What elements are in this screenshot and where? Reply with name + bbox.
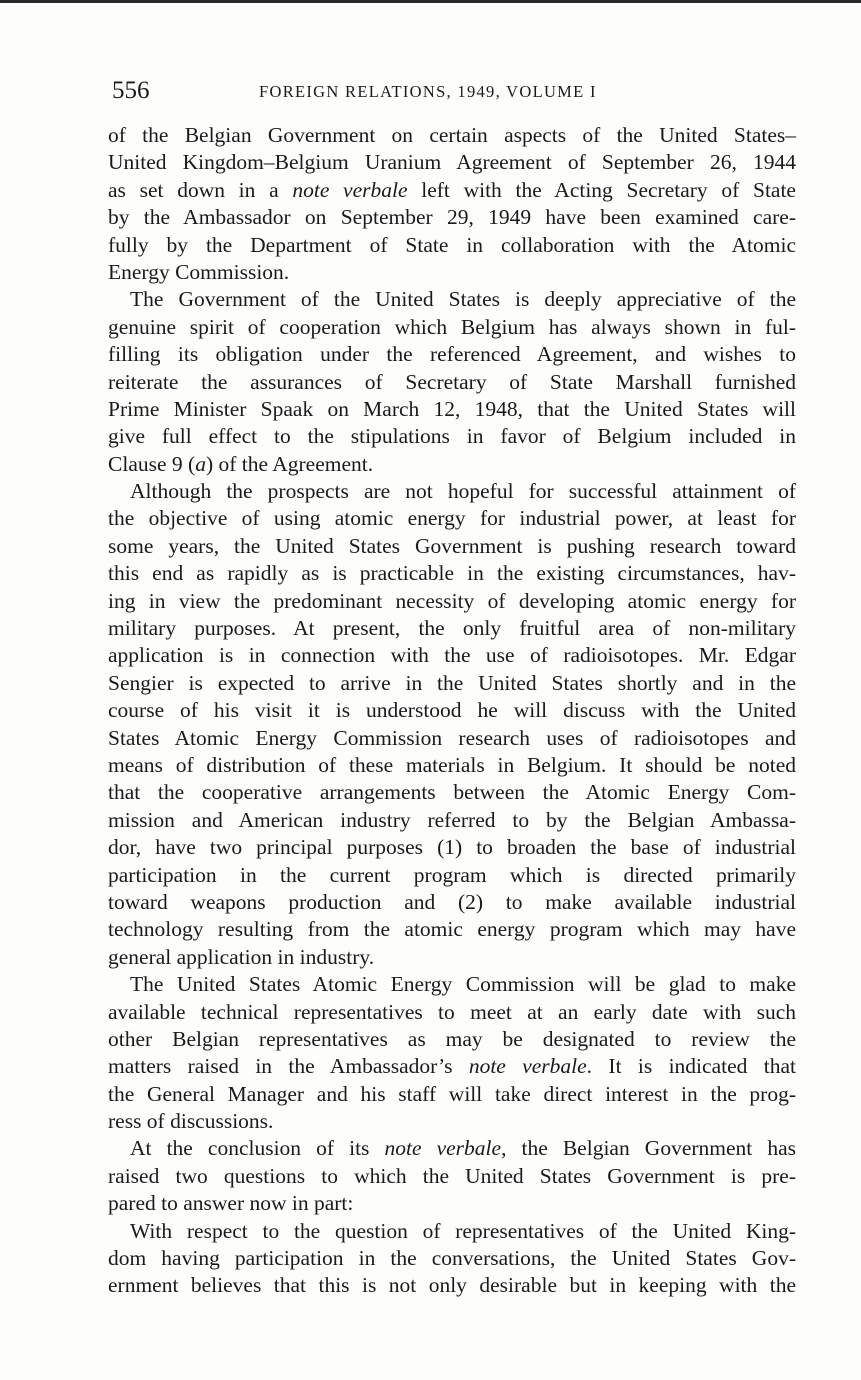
text-line: of the Belgian Government on certain aspects of the United States– (108, 123, 796, 147)
text-line: genuine spirit of cooperation which Belgium has always shown in ful- (108, 314, 796, 339)
text-line (108, 451, 796, 478)
text-run: ) of the Agreement. (205, 451, 374, 476)
text-line (108, 1053, 796, 1080)
text-line: by the Ambassador on September 29, 1949 have been examined care- (108, 205, 796, 230)
paragraph (108, 1218, 796, 1300)
text-line: application is in connection with the use of radioisotopes. Mr. Edgar (108, 643, 796, 668)
text-run: as set down in a (108, 177, 293, 202)
text-line: Although the prospects are not hopeful for successful attainment of (130, 479, 796, 504)
text-line: the General Manager and his staff will take direct interest in the prog- (108, 1081, 796, 1106)
text-line: dom having participation in the conversations, the United States Gov- (108, 1246, 796, 1271)
text-line: raised two questions to which the United States Government is pre- (108, 1163, 796, 1188)
text-line: available technical representatives to meet at an early date with such (108, 999, 796, 1024)
text-line: ing in view the predominant necessity of developing atomic energy for (108, 588, 796, 613)
text-line: fully by the Department of State in collaboration with the Atomic (108, 232, 796, 257)
text-run: left with the Acting Secretary of State (407, 177, 796, 202)
text-line: United Kingdom–Belgium Uranium Agreement of September 26, 1944 (108, 150, 796, 175)
text-line: other Belgian representatives as may be designated to review the (108, 1026, 796, 1051)
text-line: Prime Minister Spaak on March 12, 1948, that the United States will (108, 396, 796, 421)
paragraph (108, 286, 796, 478)
text-line: ernment believes that this is not only desirable but in keeping with the (108, 1273, 796, 1298)
text-line: means of distribution of these materials in Belgium. It should be noted (108, 752, 796, 777)
paragraph (108, 478, 796, 971)
page-number: 556 (112, 77, 150, 104)
text-run: , the Belgian Government has (501, 1136, 796, 1161)
text-run: matters raised in the Ambassador’s (108, 1054, 469, 1079)
text-line: military purposes. At present, the only fruitful area of non-military (108, 616, 796, 641)
text-line: course of his visit it is understood he will discuss with the United (108, 698, 796, 723)
text-line: The Government of the United States is deeply appreciative of the (130, 287, 796, 312)
text-line: technology resulting from the atomic energy program which may have (108, 917, 796, 942)
italic-phrase: note verbale (468, 1054, 587, 1079)
italic-phrase: note verbale (384, 1136, 502, 1161)
text-line: participation in the current program which is directed primarily (108, 862, 796, 887)
text-line: reiterate the assurances of Secretary of State Marshall furnished (108, 369, 796, 394)
running-head: FOREIGN RELATIONS, 1949, VOLUME I (259, 82, 597, 101)
text-line: The United States Atomic Energy Commission will be glad to make (130, 972, 796, 997)
text-line: dor, have two principal purposes (1) to broaden the base of industrial (108, 835, 796, 860)
text-line: pared to answer now in part: (108, 1191, 354, 1216)
text-line: give full effect to the stipulations in favor of Belgium included in (108, 424, 796, 449)
italic-phrase: note verbale (292, 177, 408, 202)
text-line: With respect to the question of representatives of the United King- (130, 1218, 796, 1243)
top-edge-rule (0, 0, 861, 3)
text-line: toward weapons production and (2) to make available industrial (108, 889, 796, 914)
text-line (108, 1135, 796, 1162)
text-line: some years, the United States Government is pushing research toward (108, 533, 796, 558)
body-text (108, 122, 796, 1300)
text-line (108, 177, 796, 204)
text-line: States Atomic Energy Commission research uses of radioisotopes and (108, 725, 796, 750)
text-line: that the cooperative arrangements between the Atomic Energy Com- (108, 780, 796, 805)
text-line: Energy Commission. (108, 259, 290, 284)
text-line: ress of discussions. (108, 1109, 274, 1134)
paragraph (108, 971, 796, 1135)
text-line: general application in industry. (108, 944, 375, 969)
text-line: Sengier is expected to arrive in the United States shortly and in the (108, 670, 796, 695)
text-line: mission and American industry referred to by the Belgian Ambassa- (108, 807, 796, 832)
paragraph (108, 122, 796, 286)
page-header (112, 76, 802, 108)
text-run: Clause 9 ( (108, 451, 196, 476)
text-run: . It is indicated that (586, 1054, 796, 1079)
text-line: this end as rapidly as is practicable in the existing circumstances, hav- (108, 561, 796, 586)
paragraph (108, 1135, 796, 1217)
italic-phrase: a (195, 451, 206, 476)
text-line: filling its obligation under the referenced Agreement, and wishes to (108, 342, 796, 367)
text-run: At the conclusion of its (130, 1136, 385, 1161)
text-line: the objective of using atomic energy for industrial power, at least for (108, 506, 796, 531)
